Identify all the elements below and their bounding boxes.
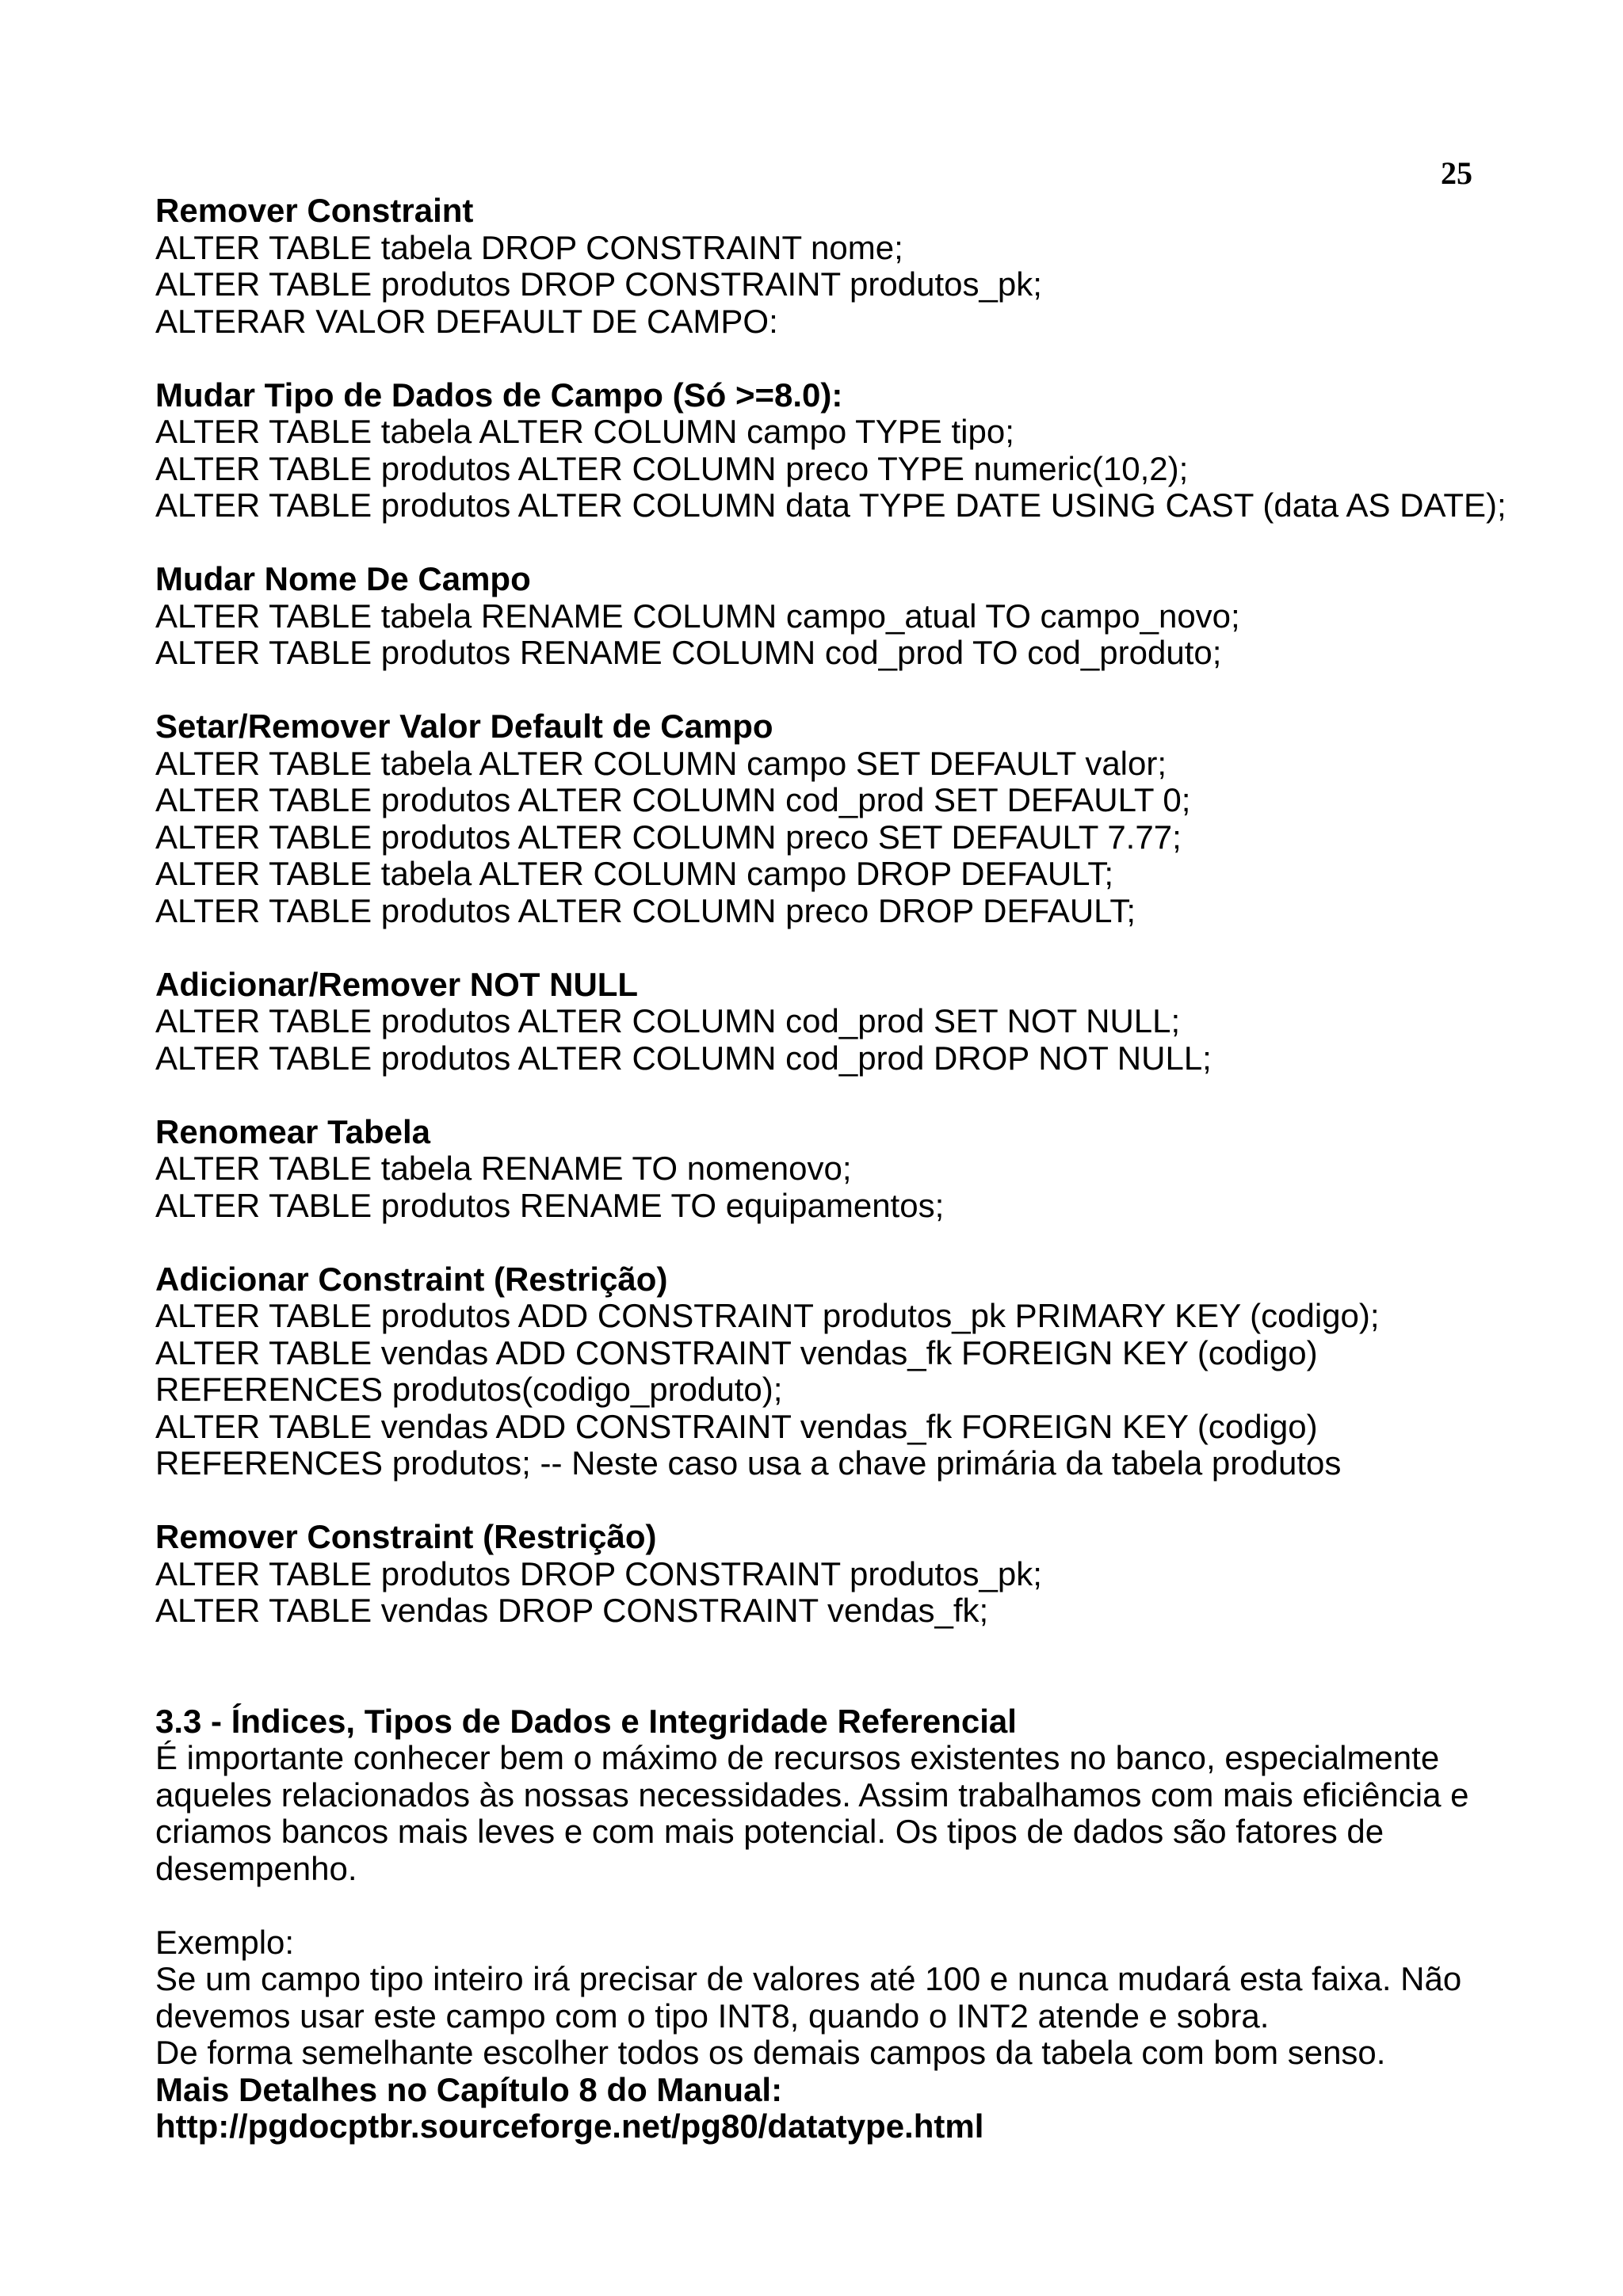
section-heading: Mudar Nome De Campo (155, 560, 531, 597)
code-line: ALTER TABLE produtos ALTER COLUMN cod_prod SET NOT NULL; (155, 1002, 1181, 1039)
section-heading: Adicionar Constraint (Restrição) (155, 1260, 668, 1298)
section-heading: Setar/Remover Valor Default de Campo (155, 707, 773, 745)
code-line: ALTERAR VALOR DEFAULT DE CAMPO: (155, 302, 778, 340)
code-line: ALTER TABLE produtos RENAME TO equipamentos; (155, 1186, 945, 1224)
example-line: De forma semelhante escolher todos os demais campos da tabela com bom senso. (155, 2034, 1386, 2071)
example-line: Se um campo tipo inteiro irá precisar de valores até 100 e nunca mudará esta faixa. Não (155, 1960, 1462, 1997)
section-remover-constraint (155, 193, 1598, 340)
code-line: ALTER TABLE produtos ALTER COLUMN preco TYPE numeric(10,2); (155, 449, 1189, 487)
code-line: ALTER TABLE produtos ALTER COLUMN preco SET DEFAULT 7.77; (155, 818, 1182, 856)
code-line: ALTER TABLE produtos ALTER COLUMN data TYPE DATE USING CAST (data AS DATE); (155, 486, 1507, 524)
code-line: REFERENCES produtos(codigo_produto); (155, 1371, 783, 1408)
code-line: ALTER TABLE tabela ALTER COLUMN campo TYPE tipo; (155, 413, 1014, 450)
paragraph-line: É importante conhecer bem o máximo de recursos existentes no banco, especialmente (155, 1739, 1440, 1776)
code-line: ALTER TABLE tabela DROP CONSTRAINT nome; (155, 228, 903, 266)
code-line: ALTER TABLE vendas ADD CONSTRAINT vendas_fk FOREIGN KEY (codigo) (155, 1333, 1318, 1371)
code-line: ALTER TABLE tabela RENAME TO nomenovo; (155, 1150, 852, 1187)
code-line: ALTER TABLE produtos ALTER COLUMN cod_prod SET DEFAULT 0; (155, 781, 1191, 818)
code-line: ALTER TABLE produtos ALTER COLUMN preco DROP DEFAULT; (155, 891, 1136, 929)
section-heading: Remover Constraint (155, 192, 474, 229)
example-label: Exemplo: (155, 1923, 295, 1961)
page-number: 25 (1441, 155, 1472, 191)
paragraph-line: aqueles relacionados às nossas necessidades. Assim trabalhamos com mais eficiência e (155, 1775, 1469, 1814)
code-line: ALTER TABLE tabela ALTER COLUMN campo SET DEFAULT valor; (155, 744, 1167, 782)
section-heading: 3.3 - Índices, Tipos de Dados e Integridade Referencial (155, 1702, 1017, 1740)
section-heading: Mudar Tipo de Dados de Campo (Só >=8.0): (155, 376, 843, 414)
details-url: http://pgdocptbr.sourceforge.net/pg80/datatype.html (155, 2107, 984, 2145)
paragraph-line: desempenho. (155, 1849, 357, 1887)
section-mudar-nome-campo (155, 561, 1598, 672)
code-line: REFERENCES produtos; -- Neste caso usa a chave primária da tabela produtos (155, 1444, 1342, 1482)
section-remover-constraint-restricao (155, 1519, 1598, 1630)
code-line: ALTER TABLE produtos RENAME COLUMN cod_prod TO cod_produto; (155, 634, 1222, 671)
section-mudar-tipo (155, 377, 1598, 524)
code-line: ALTER TABLE tabela RENAME COLUMN campo_atual TO campo_novo; (155, 597, 1240, 635)
code-line: ALTER TABLE produtos ADD CONSTRAINT produtos_pk PRIMARY KEY (codigo); (155, 1297, 1380, 1334)
section-heading: Remover Constraint (Restrição) (155, 1518, 657, 1555)
code-line: ALTER TABLE produtos DROP CONSTRAINT produtos_pk; (155, 1554, 1042, 1592)
page-content (155, 193, 1598, 2145)
code-line: ALTER TABLE vendas ADD CONSTRAINT vendas_fk FOREIGN KEY (codigo) (155, 1407, 1318, 1445)
code-line: ALTER TABLE produtos DROP CONSTRAINT produtos_pk; (155, 265, 1042, 303)
paragraph-line: criamos bancos mais leves e com mais potencial. Os tipos de dados são fatores de (155, 1813, 1384, 1850)
code-line: ALTER TABLE tabela ALTER COLUMN campo DROP DEFAULT; (155, 855, 1114, 892)
section-adicionar-constraint (155, 1261, 1598, 1482)
section-heading: Renomear Tabela (155, 1112, 431, 1150)
section-valor-default (155, 708, 1598, 929)
section-indices-tipos-dados (155, 1703, 1598, 1888)
example-line: devemos usar este campo com o tipo INT8, quando o INT2 atende e sobra. (155, 1997, 1270, 2035)
details-label: Mais Detalhes no Capítulo 8 do Manual: (155, 2070, 783, 2108)
section-not-null (155, 967, 1598, 1077)
section-heading: Adicionar/Remover NOT NULL (155, 965, 639, 1003)
section-exemplo (155, 1924, 1598, 2145)
section-renomear-tabela (155, 1114, 1598, 1225)
code-line: ALTER TABLE produtos ALTER COLUMN cod_prod DROP NOT NULL; (155, 1039, 1212, 1077)
code-line: ALTER TABLE vendas DROP CONSTRAINT vendas_fk; (155, 1592, 989, 1629)
